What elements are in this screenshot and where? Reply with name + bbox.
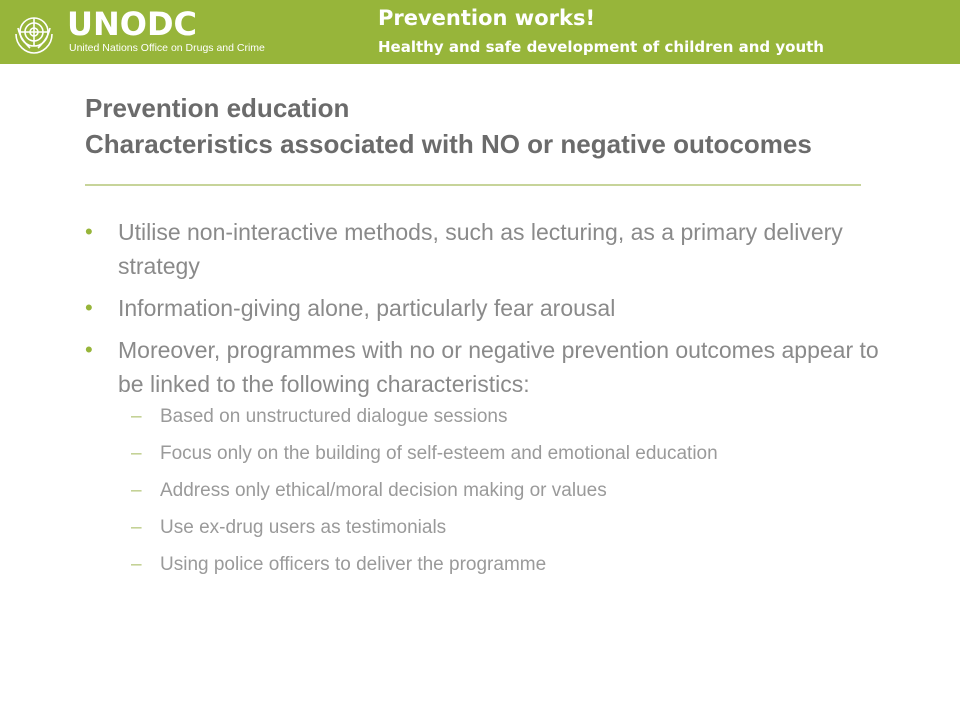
- bullet-item: [85, 291, 885, 325]
- sub-bullet-item: [85, 405, 885, 429]
- bullet-text: Information-giving alone, particularly fear arousal: [118, 295, 616, 321]
- dash-icon: –: [131, 480, 142, 501]
- dash-icon: –: [131, 517, 142, 538]
- sub-bullet-item: [85, 479, 885, 503]
- sub-bullet-item: [85, 553, 885, 577]
- sub-bullet-text: Address only ethical/moral decision making or values: [160, 480, 607, 501]
- dash-icon: –: [131, 443, 142, 464]
- bullet-text: Moreover, programmes with no or negative prevention outcomes appear to be linked to the following characteristics:: [118, 337, 879, 397]
- sub-bullet-text: Focus only on the building of self-esteem and emotional education: [160, 443, 718, 464]
- dash-icon: –: [131, 406, 142, 427]
- sub-bullet-text: Based on unstructured dialogue sessions: [160, 406, 508, 427]
- sub-bullet-text: Using police officers to deliver the programme: [160, 554, 547, 575]
- slide-title-line-2: Characteristics associated with NO or negative outocomes: [85, 129, 812, 159]
- un-emblem-icon: [10, 8, 58, 56]
- sub-bullet-item: [85, 442, 885, 466]
- bullet-icon: •: [85, 219, 93, 244]
- brand-subtitle: United Nations Office on Drugs and Crime: [69, 42, 265, 54]
- sub-bullet-text: Use ex-drug users as testimonials: [160, 517, 447, 538]
- slide-title: [85, 90, 905, 162]
- slide-content: [85, 215, 885, 590]
- bullet-item: [85, 215, 885, 283]
- sub-bullet-list: [85, 405, 885, 577]
- slide-title-line-1: Prevention education: [85, 93, 350, 123]
- campaign-subtitle: Healthy and safe development of children and youth: [378, 38, 824, 56]
- sub-bullet-item: [85, 516, 885, 540]
- title-divider: [85, 184, 861, 186]
- bullet-item: [85, 333, 885, 401]
- bullet-icon: •: [85, 295, 93, 320]
- bullet-text: Utilise non-interactive methods, such as lecturing, as a primary delivery strategy: [118, 219, 843, 279]
- brand-name: UNODC: [67, 5, 198, 43]
- header-banner: [0, 0, 960, 64]
- bullet-icon: •: [85, 337, 93, 362]
- dash-icon: –: [131, 554, 142, 575]
- campaign-title: Prevention works!: [378, 6, 596, 30]
